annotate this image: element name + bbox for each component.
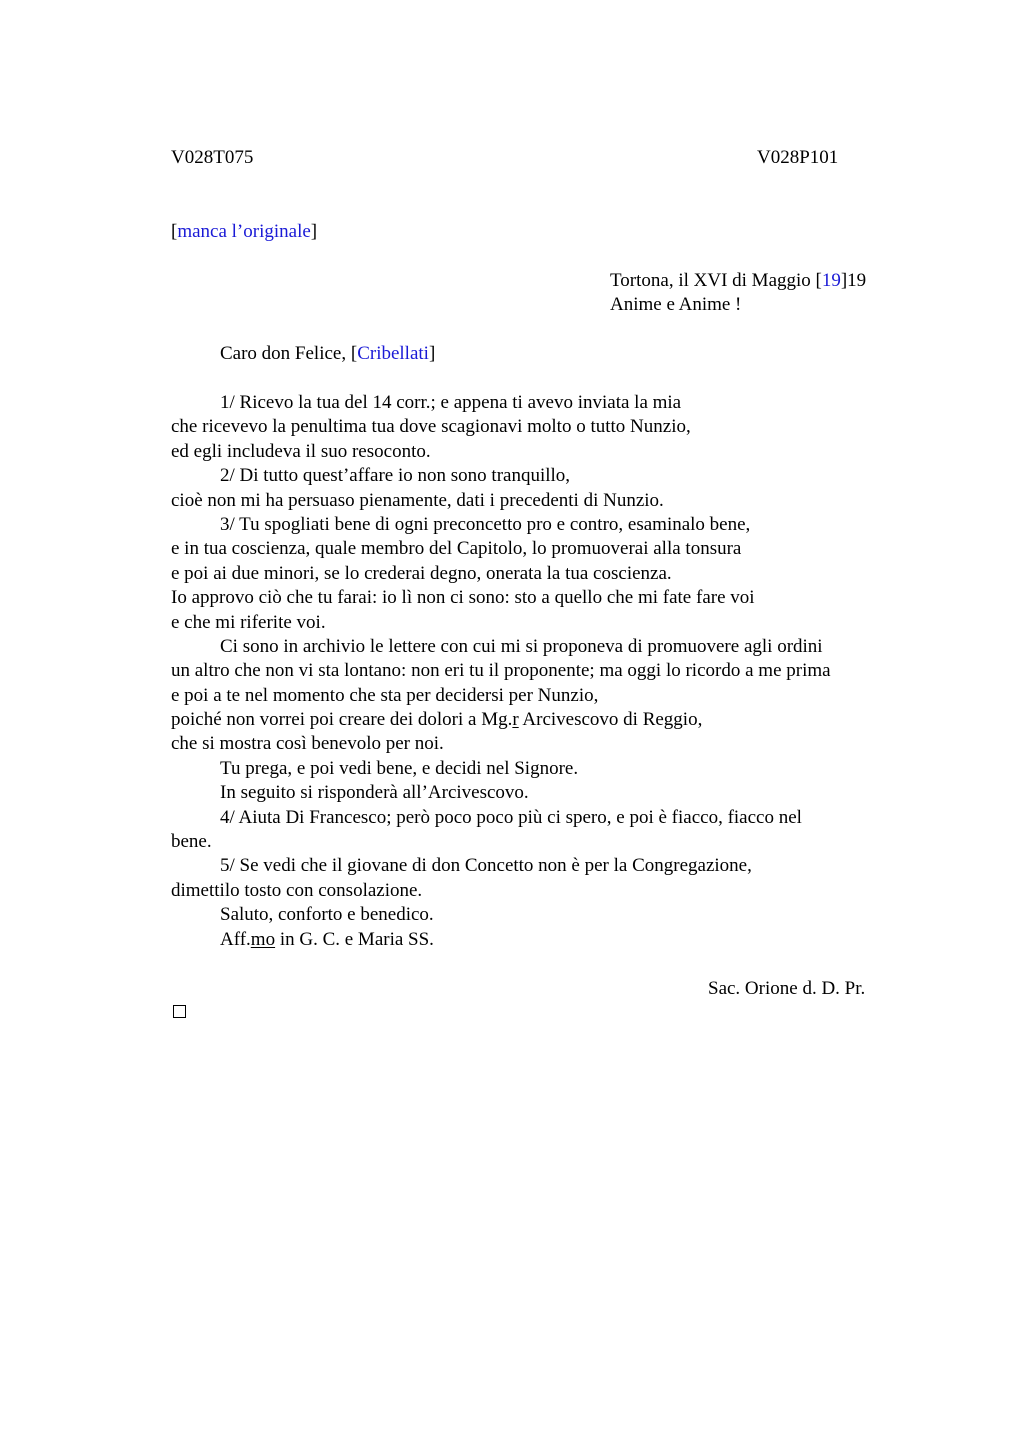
body-line: 3/ Tu spogliati bene di ogni preconcetto pro e contro, esaminalo bene, <box>220 513 751 535</box>
body-line: dimettilo tosto con consolazione. <box>171 879 423 901</box>
signature: Sac. Orione d. D. Pr. <box>708 978 866 999</box>
body-line: che si mostra così benevolo per noi. <box>171 733 444 755</box>
greeting-name: Cribellati <box>357 343 429 364</box>
end-marker-box-icon <box>173 1005 186 1018</box>
body-line: un altro che non vi sta lontano: non eri tu il proponente; ma oggi lo ricordo a me prima <box>171 660 831 682</box>
body-line: Ci sono in archivio le lettere con cui mi si proponeva di promuovere agli ordini <box>220 635 823 657</box>
body-line: In seguito si risponderà all’Arcivescovo. <box>220 782 529 804</box>
body-line: 1/ Ricevo la tua del 14 corr.; e appena ti avevo inviata la mia <box>220 392 682 413</box>
motto: Anime e Anime ! <box>610 294 742 315</box>
body-line: Tu prega, e poi vedi bene, e decidi nel Signore. <box>220 757 579 779</box>
body-line: e poi a te nel momento che sta per decidersi per Nunzio, <box>171 684 599 706</box>
body-line-part: in G. C. e Maria SS. <box>275 928 434 950</box>
dateline <box>610 269 866 293</box>
body-line <box>171 928 831 952</box>
body-line: 4/ Aiuta Di Francesco; però poco poco più ci spero, e poi è fiacco, fiacco nel <box>220 806 802 828</box>
missing-original-note <box>171 220 317 244</box>
dateline-place: Tortona, il XVI di Maggio [ <box>610 270 822 291</box>
left-code: V028T075 <box>171 147 254 168</box>
body-line: bene. <box>171 831 212 853</box>
note-text: manca l’originale <box>177 221 311 242</box>
body-line: 2/ Di tutto quest’affare io non sono tranquillo, <box>220 465 571 487</box>
body-line: ed egli includeva il suo resoconto. <box>171 440 431 462</box>
body-line <box>171 708 831 732</box>
greeting-text: Caro don Felice, [ <box>220 343 358 364</box>
greeting-close-bracket: ] <box>428 343 436 364</box>
dateline-year-tail: ]19 <box>840 270 867 291</box>
note-open-bracket: [ <box>171 221 178 242</box>
body-line: e in tua coscienza, quale membro del Capitolo, lo promuoverai alla tonsura <box>171 538 742 560</box>
body-line-part: Arcivescovo di Reggio, <box>518 709 703 731</box>
body-line-part: Aff. <box>220 928 251 950</box>
body-line: e che mi riferite voi. <box>171 611 326 633</box>
body-line: e poi ai due minori, se lo crederai degno, onerata la tua coscienza. <box>171 562 672 584</box>
body-line-underlined: r <box>512 709 519 731</box>
letter-body <box>171 391 831 952</box>
body-line-part: poiché non vorrei poi creare dei dolori a Mg. <box>171 709 513 731</box>
note-close-bracket: ] <box>310 221 318 242</box>
greeting <box>220 342 435 366</box>
right-code: V028P101 <box>757 147 839 168</box>
body-line: Saluto, conforto e benedico. <box>220 904 434 926</box>
body-line: cioè non mi ha persuaso pienamente, dati i precedenti di Nunzio. <box>171 489 664 511</box>
body-line: 5/ Se vedi che il giovane di don Concetto non è per la Congregazione, <box>220 855 752 877</box>
body-line: che ricevevo la penultima tua dove scagionavi molto o tutto Nunzio, <box>171 416 691 438</box>
dateline-year-bracket: 19 <box>821 270 841 291</box>
body-line-underlined: mo <box>250 928 276 950</box>
body-line: Io approvo ciò che tu farai: io lì non ci sono: sto a quello che mi fate fare voi <box>171 587 755 609</box>
